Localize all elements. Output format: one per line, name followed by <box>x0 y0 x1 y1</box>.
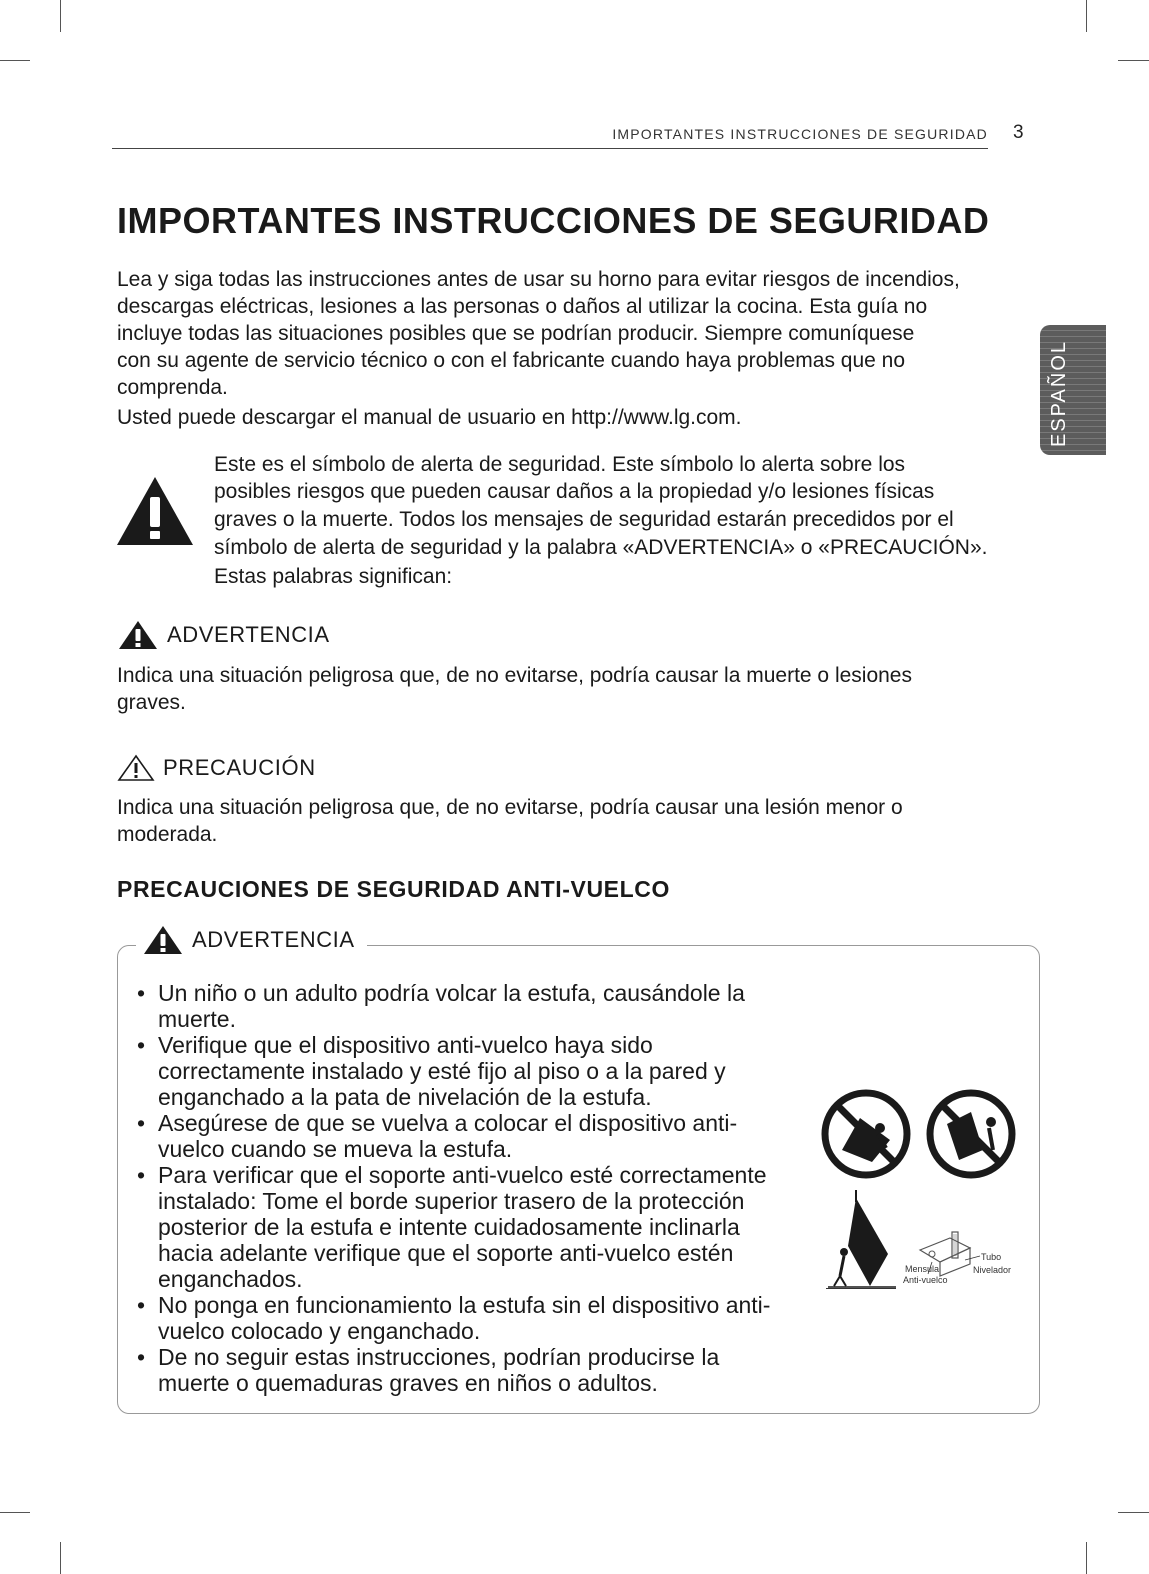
intro-line: incluye todas las situaciones posibles que se podrían producir. Siempre comuníquese <box>117 322 915 345</box>
intro-line: Usted puede descargar el manual de usuario en http://www.lg.com. <box>117 406 742 429</box>
caution-icon <box>117 754 155 782</box>
bracket-label: Mensula <box>905 1264 940 1274</box>
caution-text-line: Indica una situación peligrosa que, de no evitarse, podría causar una lesión menor o <box>117 796 903 819</box>
tipping-range-illustration <box>826 1190 906 1290</box>
no-climbing-prohibition-icon <box>820 1088 912 1180</box>
running-header-title: IMPORTANTES INSTRUCCIONES DE SEGURIDAD <box>612 126 988 142</box>
alert-text-line: símbolo de alerta de seguridad y la palabra «ADVERTENCIA» o «PRECAUCIÓN». <box>214 536 988 559</box>
page-title: IMPORTANTES INSTRUCCIONES DE SEGURIDAD <box>117 200 990 241</box>
language-tab <box>1040 325 1106 455</box>
alert-text-line: Este es el símbolo de alerta de seguridad. Este símbolo lo alerta sobre los <box>214 453 906 476</box>
warning-text-line: Indica una situación peligrosa que, de no evitarse, podría causar la muerte o lesiones <box>117 664 912 687</box>
running-header <box>112 118 988 149</box>
warning-icon <box>142 925 184 955</box>
caution-heading <box>117 754 316 782</box>
intro-line: con su agente de servicio técnico o con el fabricante cuando haya problemas que no <box>117 349 906 372</box>
figure-baseline <box>826 1288 896 1289</box>
page-number: 3 <box>1013 122 1024 143</box>
anti-tip-warning-label: ADVERTENCIA <box>192 927 355 952</box>
bracket-label: Anti-vuelco <box>903 1275 948 1285</box>
crop-mark <box>1118 60 1149 61</box>
section-title: PRECAUCIONES DE SEGURIDAD ANTI-VUELCO <box>117 876 670 902</box>
caution-label: PRECAUCIÓN <box>163 755 316 780</box>
warning-text-line: graves. <box>117 691 186 714</box>
alert-text-line: posibles riesgos que pueden causar daños a la propiedad y/o lesiones físicas <box>214 480 935 503</box>
anti-tip-bullet-list <box>135 980 795 1396</box>
bullet-item: • Asegúrese de que se vuelva a colocar el dispositivo anti-vuelco cuando se mueva la estufa. <box>135 1110 795 1162</box>
crop-mark <box>1086 0 1087 32</box>
crop-mark <box>0 1512 30 1513</box>
language-tab-label: ESPAÑOL <box>1048 340 1070 447</box>
warning-label: ADVERTENCIA <box>167 622 330 647</box>
intro-line: Lea y siga todas las instrucciones antes de usar su horno para evitar riesgos de incendios, <box>117 268 960 291</box>
crop-mark <box>0 60 30 61</box>
crop-mark <box>60 1542 61 1574</box>
bullet-item: • Un niño o un adulto podría volcar la estufa, causándole la muerte. <box>135 980 795 1032</box>
anti-tip-warning-heading <box>136 925 367 955</box>
no-tipping-prohibition-icon <box>925 1088 1017 1180</box>
intro-line: descargas eléctricas, lesiones a las personas o daños al utilizar la cocina. Esta guía no <box>117 295 928 318</box>
leveler-label: Tubo <box>981 1252 1002 1262</box>
intro-line: comprenda. <box>117 376 228 399</box>
leveler-label: Nivelador <box>973 1265 1012 1275</box>
safety-alert-icon <box>115 475 195 547</box>
bullet-item: • No ponga en funcionamiento la estufa sin el dispositivo anti-vuelco colocado y enganchado. <box>135 1292 795 1344</box>
bullet-item: • De no seguir estas instrucciones, podrían producirse la muerte o quemaduras graves en niños o adultos. <box>135 1344 795 1396</box>
warning-heading <box>117 620 330 650</box>
crop-mark <box>1118 1512 1149 1513</box>
crop-mark <box>60 0 61 32</box>
caution-text-line: moderada. <box>117 823 218 846</box>
bullet-item: • Verifique que el dispositivo anti-vuelco haya sido correctamente instalado y esté fijo al piso o a la pared y enganchado a la pata de nivelación de la estufa. <box>135 1032 795 1110</box>
crop-mark <box>1086 1542 1087 1574</box>
warning-icon <box>117 620 159 650</box>
bullet-item: • Para verificar que el soporte anti-vuelco esté correctamente instalado: Tome el borde superior trasero de la protección posterior de la estufa e intente cuidadosamente inclinarla hacia adelante verifique que el soporte anti-vuelco estén enganchados. <box>135 1162 795 1292</box>
alert-text-line: graves o la muerte. Todos los mensajes de seguridad estarán precedidos por el <box>214 508 954 531</box>
alert-text-line: Estas palabras significan: <box>214 565 453 588</box>
